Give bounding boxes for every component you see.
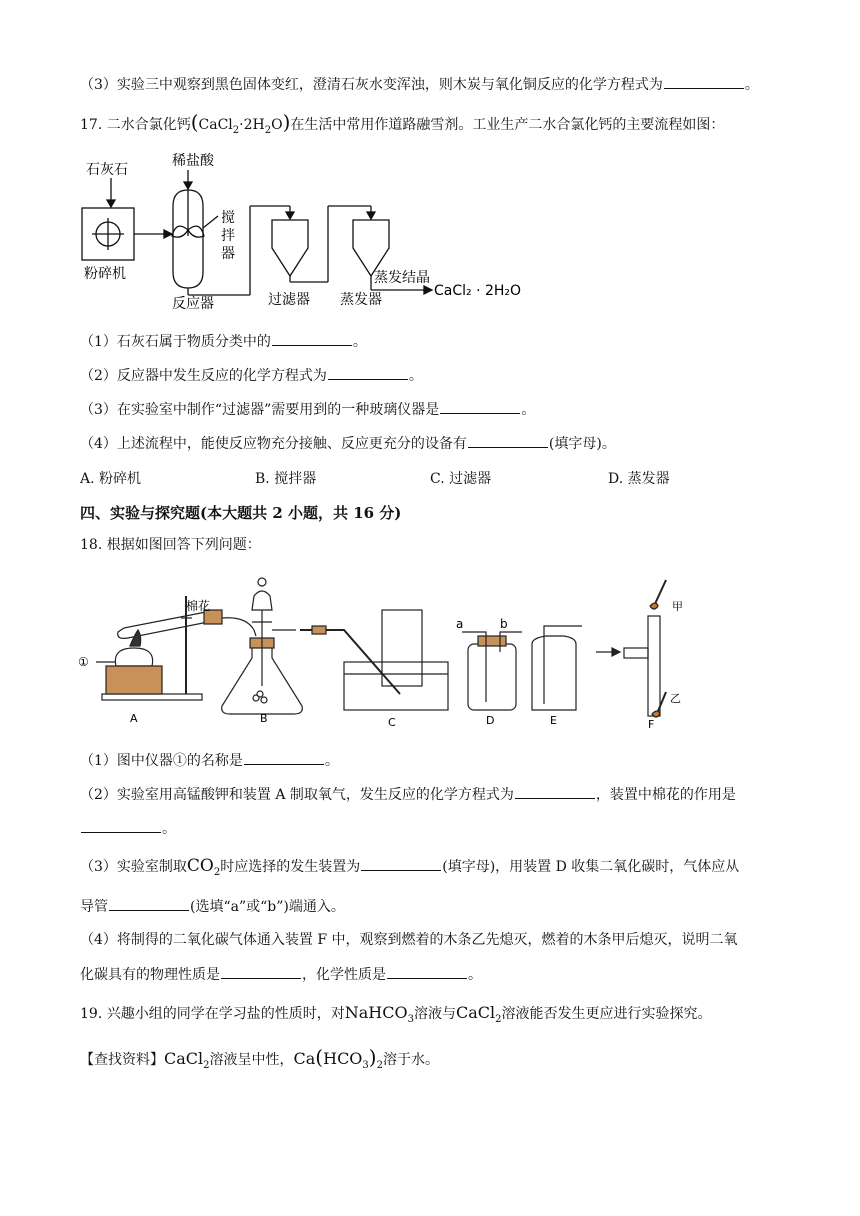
label-a: A [130,712,138,725]
gas-bottle-d [468,644,516,710]
q18-part2-mid: ，装置中棉花的作用是 [595,787,736,803]
formula-sub: 3 [362,1059,369,1071]
q19-stem-b: 溶液与 [413,1006,456,1022]
formula-sub: 2 [376,1059,383,1071]
formula-sub: 2 [213,866,221,878]
q17-part2-text: （2）反应器中发生反应的化学方程式为 [80,368,327,384]
q17-part4 [80,433,616,454]
q19-stem-c: 溶液能否发生更应进行实验探究。 [501,1006,712,1022]
q17-stem-a: 17. 二水合氯化钙 [80,117,191,133]
arrow-head [107,200,115,207]
punct: 。 [521,402,536,418]
q18-part2-cont [80,818,176,839]
answer-blank[interactable] [272,331,352,346]
label-f: F [648,718,655,731]
q16-part3 [80,74,759,95]
punct: 。 [744,77,759,93]
label-e: E [550,714,557,727]
punct: 。 [468,967,482,983]
separatory-funnel [252,591,272,610]
label-stirrer-3: 器 [221,246,235,262]
answer-blank[interactable] [387,964,467,979]
formula-open-paren: ( [315,1045,324,1069]
q17-stem-b: 在生活中常用作道路融雪剂。工业生产二水合氯化钙的主要流程如图： [290,117,725,133]
formula-ca: Ca [293,1049,316,1068]
label-jia: 甲 [672,600,683,613]
alcohol-lamp [115,648,152,666]
test-tube [118,612,208,638]
label-stirrer-1: 搅 [221,210,235,226]
q16-part3-text: （3）实验三中观察到黑色固体变红，澄清石灰水变浑浊，则木炭与氧化铜反应的化学方程式为 [80,77,663,93]
q18-part3-e: (选填“a”或“b”)端通入。 [190,899,345,915]
formula-open-paren: ( [190,110,199,134]
label-tube-a: a [456,617,464,631]
q19-stem-a: 19. 兴趣小组的同学在学习盐的性质时，对 [80,1006,345,1022]
answer-blank[interactable] [109,896,189,911]
formula-sub: 3 [407,1013,414,1025]
q18-part4 [80,930,738,950]
formula-hco3: HCO [323,1049,363,1068]
q17-part4-text: （4）上述流程中，能使反应物充分接触、反应更充分的设备有 [80,436,467,452]
formula-sub: 2 [203,1059,210,1071]
answer-blank[interactable] [361,856,441,871]
label-d: D [486,714,495,727]
answer-blank[interactable] [221,964,301,979]
q17-part3-text: （3）在实验室中制作“过滤器”需要用到的一种玻璃仪器是 [80,402,440,418]
gas-bottle-e [532,636,576,710]
label-evap-cryst: 蒸发结晶 [374,270,430,286]
q17-part1 [80,331,367,352]
punct: 。 [324,753,339,769]
punct: (填字母)。 [548,436,616,452]
section-title: 四、实验与探究题(本大题共 2 小题，共 16 分) [80,504,402,522]
label-cotton: 棉花 [186,599,211,613]
q17-part3 [80,399,535,420]
punct: 。 [408,368,423,384]
q18-part3-d: 导管 [80,899,108,915]
info-label: 【查找资料】 [80,1052,164,1068]
q18-part2-text: （2）实验室用高锰酸钾和装置 A 制取氧气，发生反应的化学方程式为 [80,787,514,803]
q18-part3-cont [80,896,345,917]
label-product: CaCl₂ · 2H₂O [434,283,522,299]
label-evaporator: 蒸发器 [340,292,382,308]
option-d[interactable]: D. 蒸发器 [608,471,670,487]
answer-blank[interactable] [468,433,548,448]
q18-part1-text: （1）图中仪器①的名称是 [80,753,243,769]
q18-stem: 18. 根据如图回答下列问题： [80,537,261,553]
q18-part3-a: （3）实验室制取 [80,859,187,875]
filter-vessel [272,220,308,276]
t-tube [648,616,660,716]
q18-part2 [80,784,736,805]
q18-part3 [80,856,739,883]
formula-sub2: 2 [264,124,272,136]
q18-part4-a: （4）将制得的二氧化碳气体通入装置 F 中，观察到燃着的木条乙先熄灭，燃着的木条甲后熄灭，说明二氧 [80,932,738,948]
formula-sub: 2 [232,124,240,136]
answer-blank[interactable] [81,818,161,833]
label-b: B [260,712,268,725]
formula-2h: ·2H [239,117,265,133]
label-filter: 过滤器 [268,292,310,308]
formula-sub: 2 [495,1013,502,1025]
formula-cacl2: CaCl [164,1049,204,1068]
option-c[interactable]: C. 过滤器 [430,471,492,487]
formula-cacl: CaCl [198,117,233,133]
punct: 。 [352,334,367,350]
option-b[interactable]: B. 搅拌器 [255,471,317,487]
label-limestone: 石灰石 [86,162,128,178]
q18-part4-c: ，化学性质是 [302,967,386,983]
q19-info-a: 溶液呈中性， [209,1052,294,1068]
answer-blank[interactable] [440,399,520,414]
q17-stem [80,112,724,141]
q18-part1 [80,750,339,771]
label-tube-b: b [500,617,508,631]
formula-co2: CO [186,856,214,876]
label-crusher: 粉碎机 [84,266,126,282]
formula-o: O [271,117,283,133]
answer-blank[interactable] [328,365,408,380]
q18-part3-c: (填字母)，用装置 D 收集二氧化碳时，气体应从 [442,859,740,875]
evaporator-vessel [353,220,389,276]
q17-part1-text: （1）石灰石属于物质分类中的 [80,334,271,350]
q17-part2 [80,365,423,386]
q19-info [80,1047,439,1076]
stand-base [102,694,202,700]
formula-close-paren: ) [368,1045,377,1069]
q19-info-b: 溶于水。 [382,1052,439,1068]
option-a[interactable]: A. 粉碎机 [80,471,142,487]
q18-part4-b: 化碳具有的物理性质是 [80,967,220,983]
q19-stem [80,1003,711,1030]
q18-part4-cont [80,964,482,985]
label-circle1: ① [78,655,89,669]
label-stirrer-2: 拌 [221,228,235,244]
label-c: C [388,716,396,729]
formula-nahco3: NaHCO [344,1003,408,1022]
apparatus-diagram [76,566,716,736]
process-flow-diagram [78,150,538,310]
label-acid: 稀盐酸 [172,153,214,169]
answer-blank[interactable] [244,750,324,765]
formula-close-paren: ) [282,110,291,134]
answer-blank[interactable] [515,784,595,799]
q18-part3-b: 时应选择的发生装置为 [220,859,361,875]
punct: 。 [162,821,176,837]
formula-cacl2: CaCl [455,1003,496,1022]
label-reactor: 反应器 [172,296,214,310]
answer-blank[interactable] [664,74,744,89]
label-yi: 乙 [670,692,681,705]
